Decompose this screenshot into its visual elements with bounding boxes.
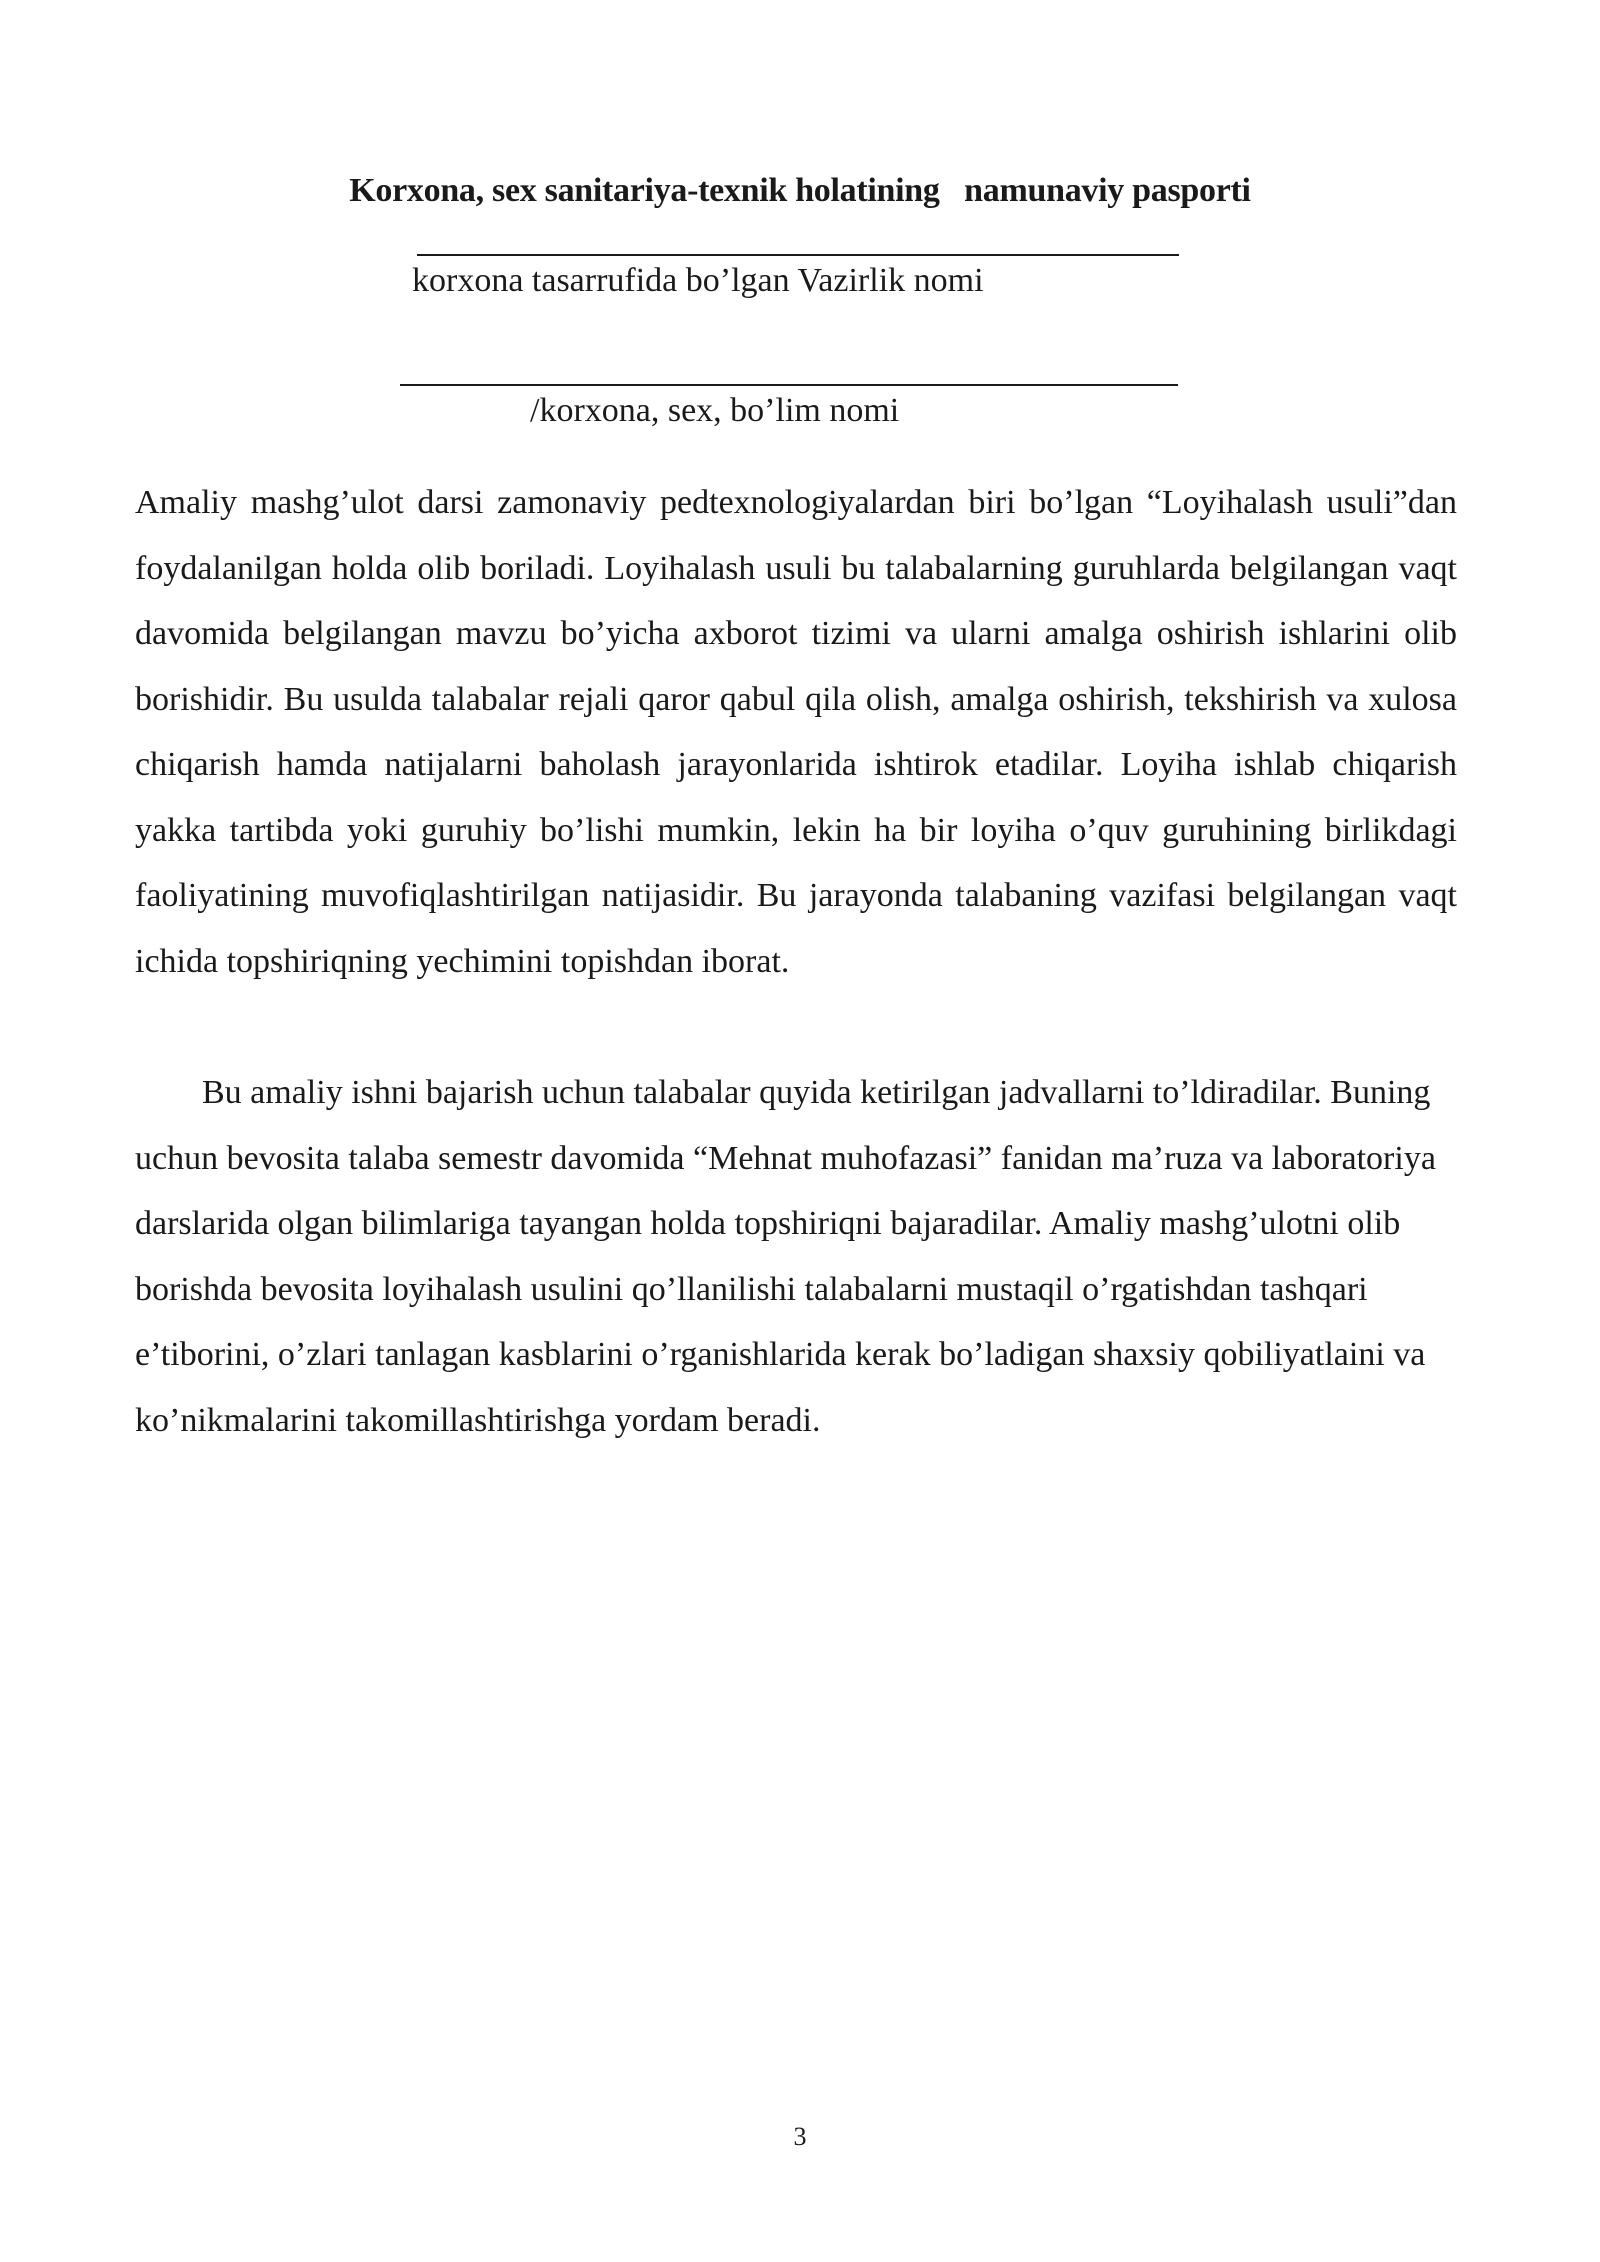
document-title: Korxona, sex sanitariya-texnik holatining namunaviy pasporti [349,172,1251,209]
body-paragraph-1: Amaliy mashg’ulot darsi zamonaviy pedtexnologiyalardan biri bo’lgan “Loyihalash usuli”dan foydalanilgan holda olib boriladi. Loyihalash usuli bu talabalarning guruhlarda belgilangan vaqt davomida belgilangan mavzu bo’yicha axborot tizimi va ularni amalga oshirish ishlarini olib borishidir. Bu usulda talabalar rejali qaror qabul qila olish, amalga oshirish, tekshirish va xulosa chiqarish hamda natijalarni baholash jarayonlarida ishtirok etadilar. Loyiha ishlab chiqarish yakka tartibda yoki guruhiy bo’lishi mumkin, lekin ha bir loyiha o’quv guruhining birlikdagi faoliyatining muvofiqlashtirilgan natijasidir. Bu jarayonda talabaning vazifasi belgilangan vaqt ichida topshiriqning yechimini topishdan iborat. [135,484,1457,980]
enterprise-name-caption: /korxona, sex, bo’lim nomi [530,392,900,429]
body-paragraph-2: Bu amaliy ishni bajarish uchun talabalar quyida ketirilgan jadvallarni to’ldiradilar. Buning uchun bevosita talaba semestr davomida “Mehnat muhofazasi” fanidan ma’ruza va laboratoriya darslarida olgan bilimlariga tayangan holda topshiriqni bajaradilar. Amaliy mashg’ulotni olib borishda bevosita loyihalash usulini qo’llanilishi talabalarni mustaqil o’rgatishdan tashqari e’tiborini, o’zlari tanlagan kasblarini o’rganishlarida kerak bo’ladigan shaxsiy qobiliyatlaini va ko’nikmalarini takomillashtirishga yordam beradi. [135,1074,1436,1439]
ministry-name-caption: korxona tasarrufida bo’lgan Vazirlik nomi [412,262,984,299]
page-number: 3 [793,2122,807,2151]
enterprise-name-blank-line [400,384,1178,386]
ministry-name-blank-line [417,254,1179,256]
